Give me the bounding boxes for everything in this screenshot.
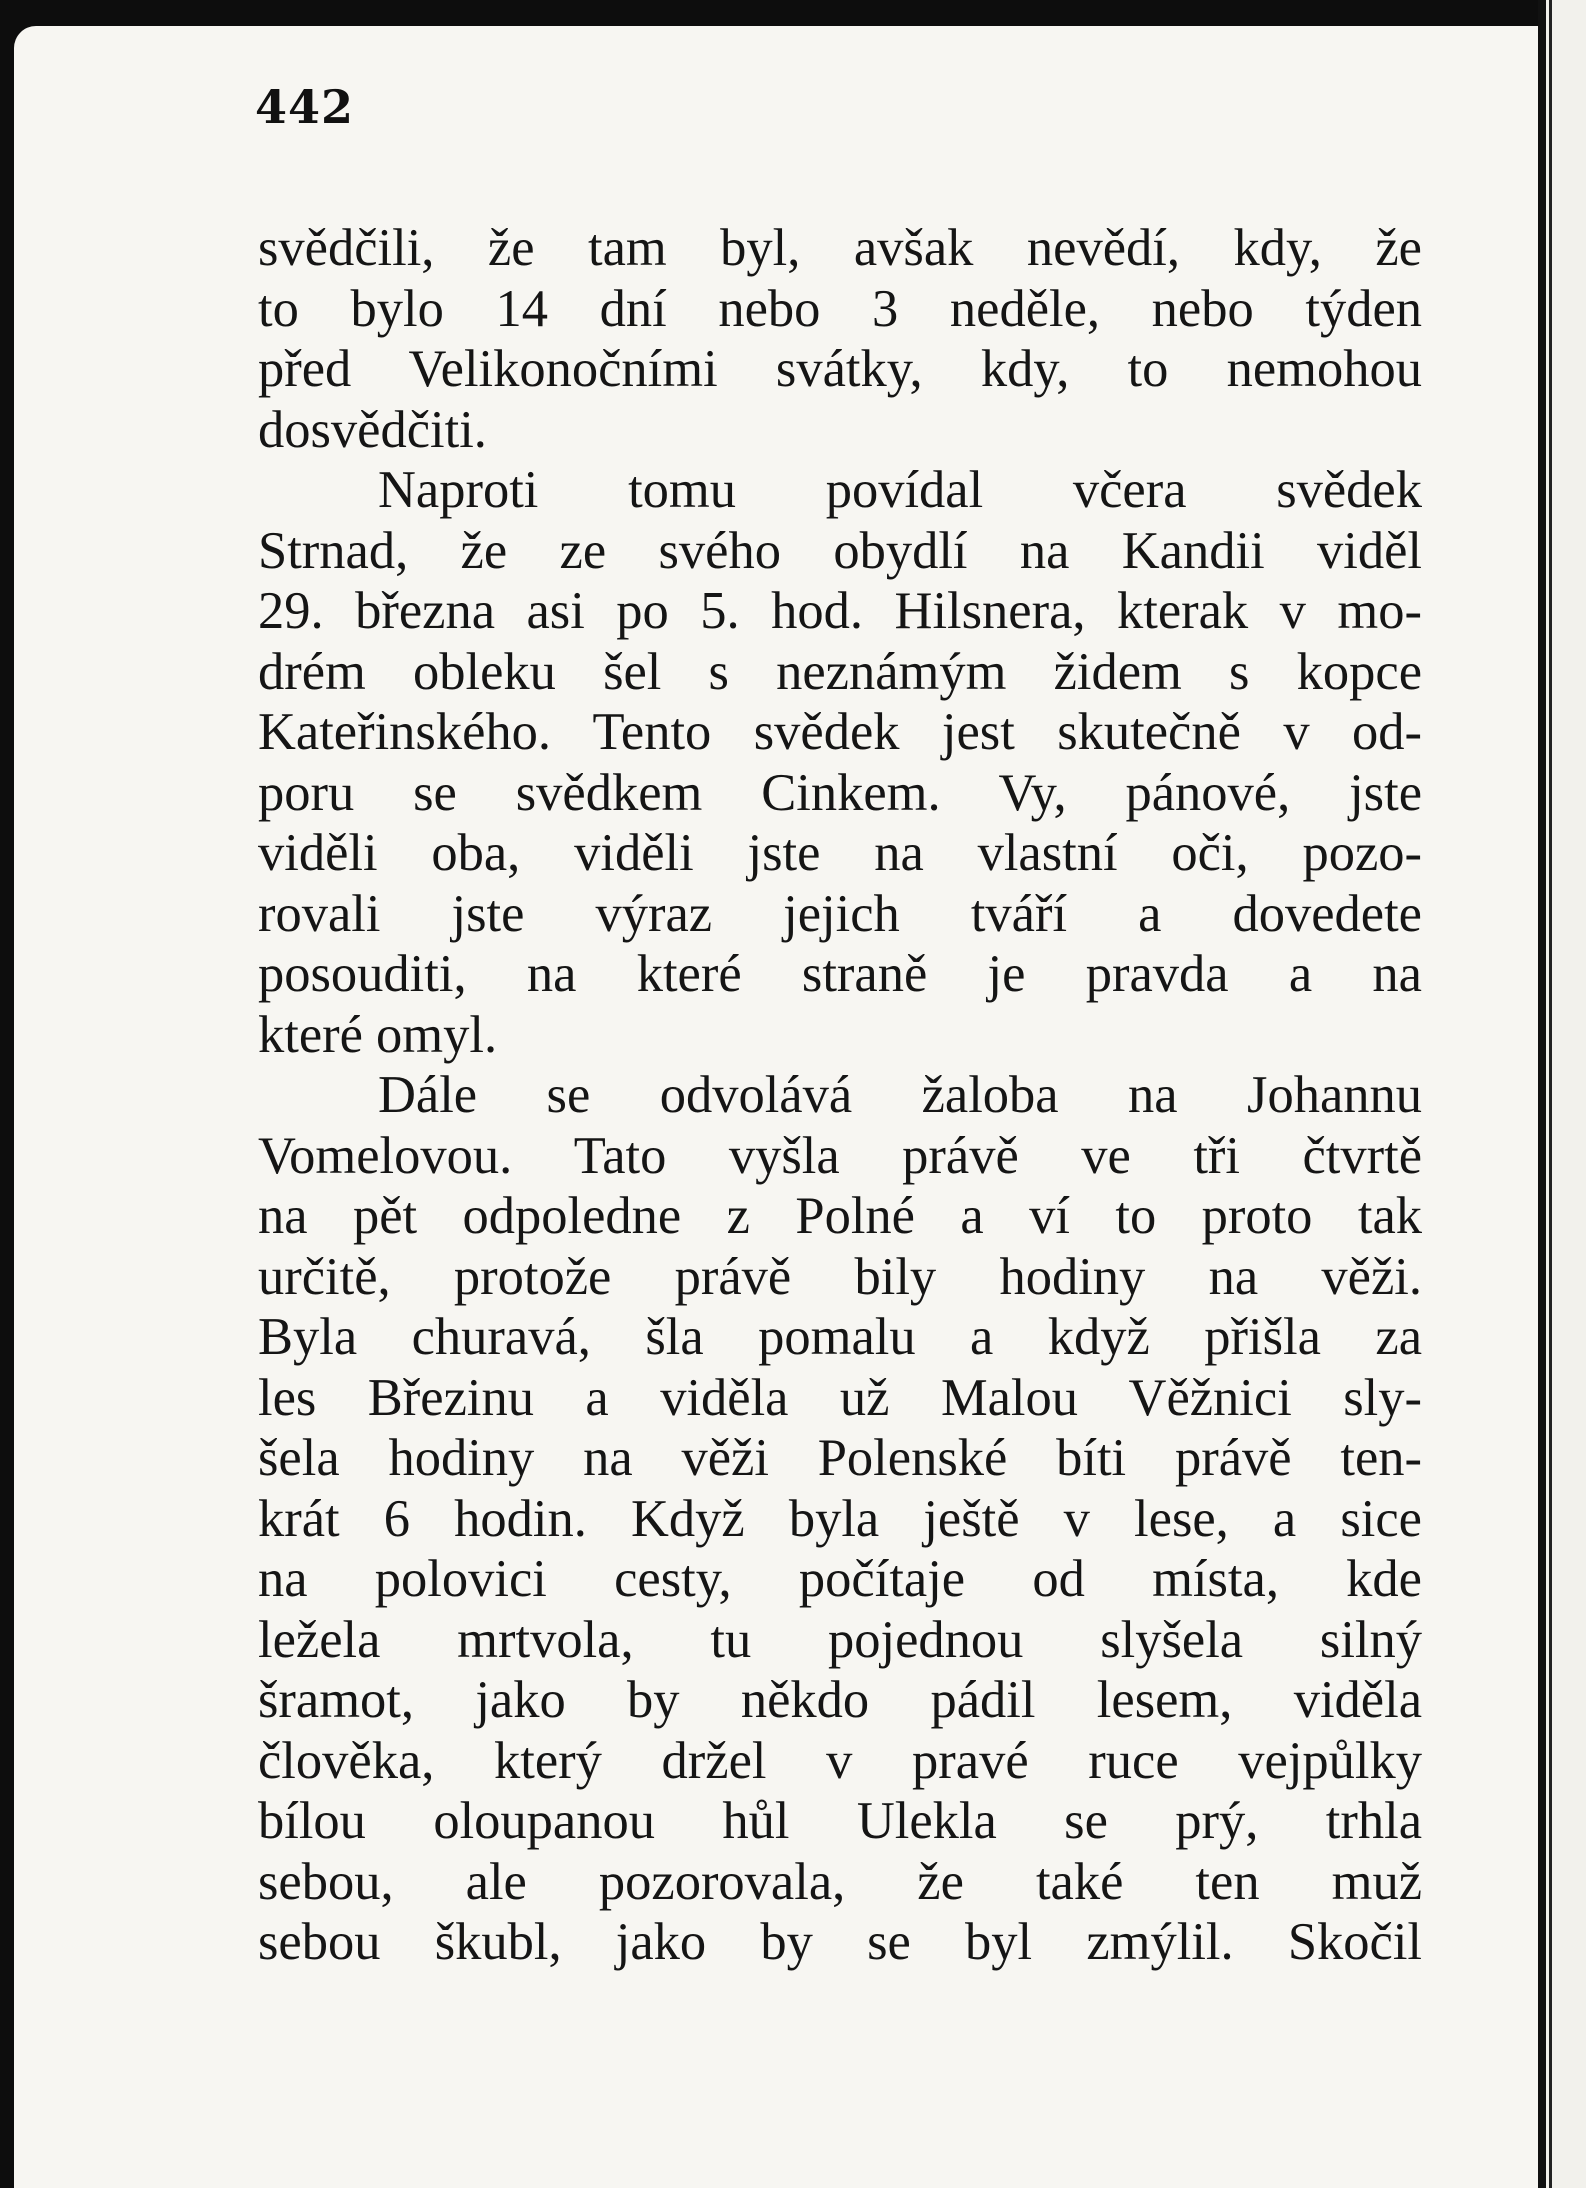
text-line: Naproti tomu povídal včera svědek xyxy=(378,461,1422,519)
text-line: šela hodiny na věži Polenské bíti právě ten- xyxy=(258,1429,1422,1487)
text-line: před Velikonočními svátky, kdy, to nemohou xyxy=(258,340,1422,398)
text-line: 29. března asi po 5. hod. Hilsnera, kterak v mo- xyxy=(258,582,1422,640)
text-line: rovali jste výraz jejich tváří a dovedete xyxy=(258,884,1422,943)
text-line: ležela mrtvola, tu pojednou slyšela silný xyxy=(258,1610,1422,1669)
text-line: Kateřinského. Tento svědek jest skutečně v od- xyxy=(258,703,1422,761)
text-line: Byla churavá, šla pomalu a když přišla za xyxy=(258,1308,1422,1366)
adjacent-page-edge xyxy=(1538,0,1586,2188)
text-line: dosvědčiti. xyxy=(258,400,487,459)
text-line: svědčili, že tam byl, avšak nevědí, kdy, že xyxy=(258,219,1422,277)
text-line: drém obleku šel s neznámým židem s kopce xyxy=(258,642,1422,701)
text-line: bílou oloupanou hůl Ulekla se prý, trhla xyxy=(258,1792,1422,1850)
text-line: posouditi, na které straně je pravda a na xyxy=(258,945,1422,1003)
page-gutter-line xyxy=(1549,0,1552,2188)
text-line: které omyl. xyxy=(258,1005,498,1064)
text-line: to bylo 14 dní nebo 3 neděle, nebo týden xyxy=(258,279,1422,338)
text-line: určitě, protože právě bily hodiny na věži. xyxy=(258,1247,1422,1306)
text-line: Strnad, že ze svého obydlí na Kandii viděl xyxy=(258,521,1422,580)
text-line: poru se svědkem Cinkem. Vy, pánové, jste xyxy=(258,763,1422,822)
text-line: sebou, ale pozorovala, že také ten muž xyxy=(258,1852,1422,1911)
page-number: 442 xyxy=(255,80,355,134)
text-line: šramot, jako by někdo pádil lesem, viděla xyxy=(258,1671,1422,1729)
text-line: Dále se odvolává žaloba na Johannu xyxy=(378,1066,1422,1124)
text-line: Vomelovou. Tato vyšla právě ve tři čtvrtě xyxy=(258,1126,1422,1185)
text-line: na polovici cesty, počítaje od místa, kde xyxy=(258,1550,1422,1608)
text-line: les Březinu a viděla už Malou Věžnici sly- xyxy=(258,1368,1422,1427)
text-line: sebou škubl, jako by se byl zmýlil. Skočil xyxy=(258,1913,1422,1971)
text-line: na pět odpoledne z Polné a ví to proto tak xyxy=(258,1187,1422,1245)
text-line: krát 6 hodin. Když byla ještě v lese, a sice xyxy=(258,1489,1422,1548)
text-line: člověka, který držel v pravé ruce vejpůlky xyxy=(258,1731,1422,1790)
body-text xyxy=(258,218,1422,1973)
text-line: viděli oba, viděli jste na vlastní oči, pozo- xyxy=(258,824,1422,882)
